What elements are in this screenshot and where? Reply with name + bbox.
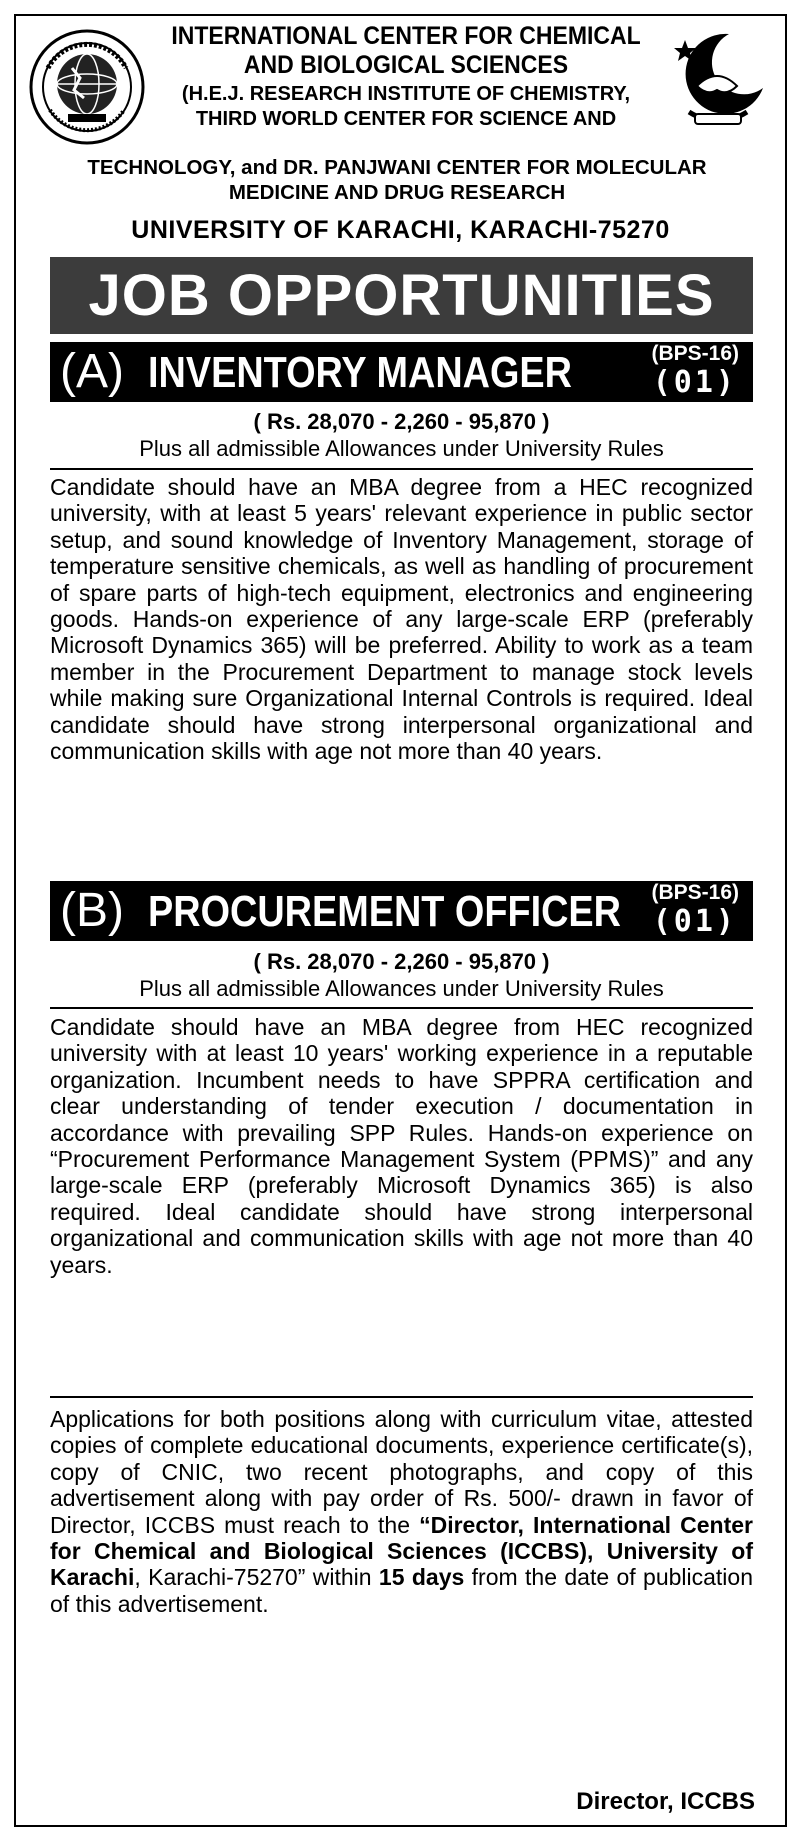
university-crest-logo xyxy=(667,26,769,136)
signoff: Director, ICCBS xyxy=(576,1788,755,1815)
application-address-rest: , Karachi-75270” within xyxy=(134,1564,379,1591)
position-b-count: (01) xyxy=(652,904,737,939)
application-address: “Director, International Center for Chemical and Biological Sciences (ICCBS), University of Karachi xyxy=(50,1511,754,1591)
position-b-heading xyxy=(50,881,753,941)
position-a-description: Candidate should have an MBA degree from a HEC recognized university, with at least 5 years' relevant experience in public sector setup, and sound knowledge of Inventory Management, storage of temperature sensitive chemicals, as well as handling of procurement of spare parts of high-tech equipment, electronics and engineering goods. Hands-on experience of any large-scale ERP (preferably Microsoft Dynamics 365) will be preferred. Ability to work as a team member in the Procurement Department to manage stock levels while making sure Organizational Internal Controls is required. Ideal candidate should have strong interpersonal organizational and communication skills with age not more than 40 years. xyxy=(50,474,753,765)
university-city: , KARACHI-75270 xyxy=(455,216,670,244)
position-b-bps: (BPS-16) xyxy=(651,881,739,904)
divider xyxy=(50,468,753,470)
position-a-title: INVENTORY MANAGER xyxy=(148,348,573,397)
iccbs-seal-logo xyxy=(28,28,146,146)
subtitle-line-4: MEDICINE AND DRUG RESEARCH xyxy=(228,181,566,204)
divider xyxy=(50,1396,753,1398)
position-a-count: (01) xyxy=(652,365,737,400)
position-b-allowances: Plus all admissible Allowances under University Rules xyxy=(139,976,664,1001)
position-a-pay-scale: ( Rs. 28,070 - 2,260 - 95,870 ) xyxy=(253,409,550,434)
position-a-allowances: Plus all admissible Allowances under University Rules xyxy=(139,436,664,461)
application-tail: from the date of publication of this advertisement. xyxy=(50,1564,753,1617)
position-b-description: Candidate should have an MBA degree from HEC recognized university with at least 10 years' working experience in a reputable organization. Incumbent needs to have SPPRA certification and clear understanding of tender execution / documentation in accordance with prevailing SPP Rules. Hands-on experience on “Procurement Performance Management System (PPMS)” and any large-scale ERP (preferably Microsoft Dynamics 365) is also required. Ideal candidate should have strong interpersonal organizational and communication skills with age not more than 40 years. xyxy=(50,1014,753,1278)
university-name: UNIVERSITY OF KARACHI xyxy=(131,216,456,244)
position-b-letter: (B) xyxy=(60,884,124,937)
position-b-pay-scale: ( Rs. 28,070 - 2,260 - 95,870 ) xyxy=(253,949,550,974)
job-advertisement xyxy=(14,14,787,1827)
subtitle-line-2: THIRD WORLD CENTER FOR SCIENCE AND xyxy=(195,108,617,130)
divider xyxy=(50,1007,753,1009)
header xyxy=(16,16,785,249)
position-a-pay xyxy=(50,408,753,462)
position-a-letter: (A) xyxy=(60,345,124,398)
application-intro: Applications for both positions along with curriculum vitae, attested copies of complete educational documents, experience certificate(s), copy of CNIC, two recent photographs, and copy of this advertisement along with pay order of Rs. 500/- drawn in favor of Director, ICCBS must reach to the xyxy=(50,1406,753,1538)
institution-line-1: INTERNATIONAL CENTER FOR CHEMICAL xyxy=(171,22,641,50)
subtitle-line-3: TECHNOLOGY, and DR. PANJWANI CENTER FOR MOLECULAR xyxy=(87,156,707,179)
subtitle-line-1: (H.E.J. RESEARCH INSTITUTE OF CHEMISTRY, xyxy=(181,83,631,105)
application-deadline: 15 days xyxy=(378,1564,465,1591)
institution-line-2: AND BIOLOGICAL SCIENCES xyxy=(243,51,569,79)
position-b-pay xyxy=(50,948,753,1002)
position-b-title: PROCUREMENT OFFICER xyxy=(148,887,621,936)
position-a-bps: (BPS-16) xyxy=(651,342,739,365)
job-opportunities-banner: JOB OPPORTUNITIES xyxy=(50,257,753,334)
application-instructions xyxy=(50,1406,753,1617)
position-a-heading xyxy=(50,342,753,402)
institution-name xyxy=(146,22,666,132)
university-line xyxy=(16,216,785,245)
